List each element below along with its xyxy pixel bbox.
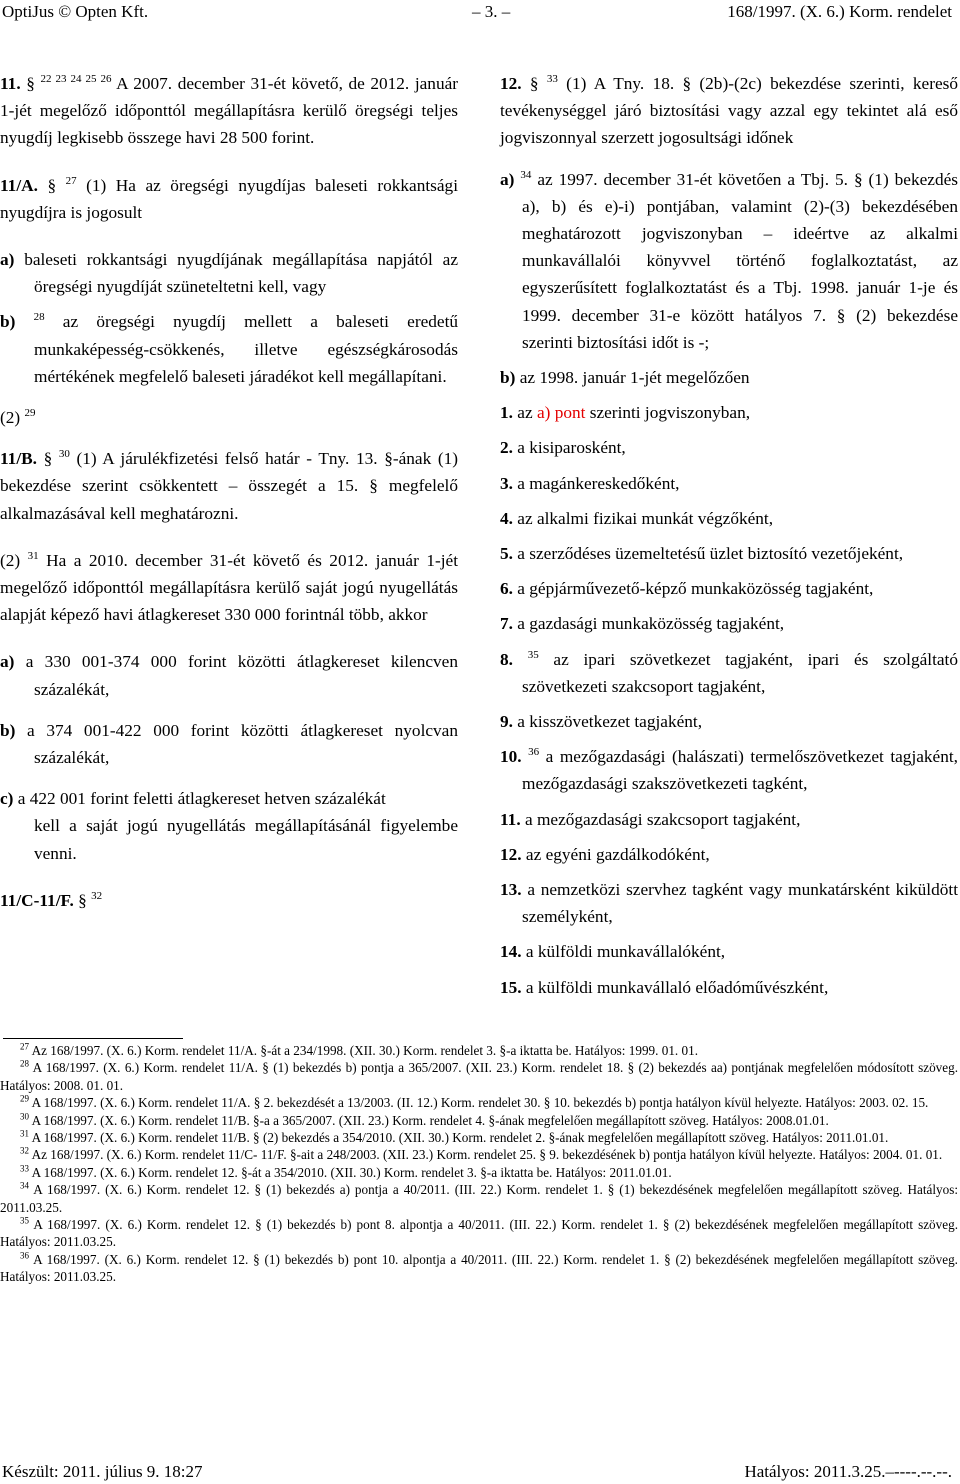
section-12-point-b: b) az 1998. január 1-jét megelőzően [500, 368, 750, 388]
footnote-number: 35 [20, 1215, 29, 1226]
section-11c-11f: 11/C-11/F. § $^{32}$ [0, 890, 103, 910]
list-item-14: 14. a külföldi munkavállalóként, [500, 942, 726, 962]
list-item-5: 5. a szerződéses üzemeltetésű üzlet biztosító vezetőjeként, [500, 544, 904, 564]
footnote-number: 30 [20, 1111, 29, 1122]
section-11a-para-2: (2) $^{29}$ [0, 407, 36, 428]
footnote-text: A 168/1997. (X. 6.) Korm. rendelet 11/B. § (2) bekezdés a 354/2010. (XII. 30.) Korm. rendelet 2. §-ának megfelelően megállapított szöveg. Hatályos: 2011.01.01. [31, 1130, 889, 1146]
list-item-10: 10. $^{36}$ a mezőgazdasági (halászati) termelőszövetkezet tagjaként, mezőgazdasági szakszövetkezeti tagként, [500, 746, 958, 794]
footer-effective: Hatályos: 2011.3.25.–----.--.--. [744, 1462, 952, 1481]
header-document-title: 168/1997. (X. 6.) Korm. rendelet [727, 2, 952, 21]
footnote-text: A 168/1997. (X. 6.) Korm. rendelet 12. § (1) bekezdés b) pont 8. alpontja a 40/2011. (III. 22.) Korm. rendelet 1. § (2) bekezdésének megfelelően megállapított szöveg. Hatályos: 2011.03.25. [0, 1217, 958, 1250]
footnote [0, 1216, 958, 1251]
footnotes [0, 1042, 958, 1286]
page-footer [0, 1460, 960, 1484]
footnote-text: Az 168/1997. (X. 6.) Korm. rendelet 11/C- 11/F. §-ait a 248/2003. (XII. 23.) Korm. rendelet 25. § 9. bekezdésének b) pontja hatályon kívül helyezte. Hatályos: 2004. 01. 01. [31, 1147, 943, 1163]
footnote-text: A 168/1997. (X. 6.) Korm. rendelet 11/A. § 2. bekezdését a 13/2003. (II. 12.) Korm. rendelet 30. § 10. bekezdés b) pontja hatályon kívül helyezte. Hatályos: 2003. 02. 15. [31, 1095, 929, 1111]
section-11b-para-2: (2) $^{31}$ Ha a 2010. december 31-ét követő és 2012. január 1-jét megelőző időponttól megállapításra kerülő saját jogú nyugellátás alapját képező havi átlagkereset 330 000 forintnál több, akkor [0, 550, 458, 625]
footnote [0, 1042, 958, 1059]
footnote-number: 34 [20, 1180, 29, 1191]
header-page-number: – 3. – [472, 2, 511, 21]
section-11b-point-b: b) a 374 001-422 000 forint közötti átlagkereset nyolcvan százalékát, [0, 720, 458, 768]
footnote [0, 1129, 958, 1146]
footnote-text: A 168/1997. (X. 6.) Korm. rendelet 12. § (1) bekezdés a) pontja a 40/2011. (III. 22.) Korm. rendelet 1. § (1) bekezdésének megfelelően megállapított szöveg. Hatályos: 2011.03.25. [0, 1182, 958, 1215]
section-11a-point-b: b) $^{28}$ az öregségi nyugdíj mellett a baleseti eredetű munkaképesség-csökkenés, illetve egészségkárosodás mértékének megfelelő baleseti járadékot kell megállapítani. [0, 311, 459, 386]
section-11b-closing: kell a saját jogú nyugellátás megállapításánál figyelembe venni. [34, 816, 458, 863]
footnote-number: 31 [20, 1128, 29, 1139]
list-item-12: 12. az egyéni gazdálkodóként, [500, 844, 710, 864]
list-item-1: 1. az a) pont szerinti jogviszonyban, [500, 403, 751, 423]
section-11: 11. § $^{22 23 24 25 26}$ A 2007. december 31-ét követő, de 2012. január 1-jét megelőző időponttól megállapításra kerülő öregségi teljes nyugdíj legkisebb összege havi 28 500 forint. [0, 73, 459, 148]
footnote [0, 1181, 958, 1216]
footnote-text: A 168/1997. (X. 6.) Korm. rendelet 12. § (1) bekezdés b) pont 10. alpontja a 40/2011. (III. 22.) Korm. rendelet 1. § (2) bekezdésének megfelelően megállapított szöveg. Hatályos: 2011.03.25. [0, 1251, 958, 1285]
list-item-2: 2. a kisiparosként, [500, 438, 626, 458]
section-11b-para-1: 11/B. § $^{30}$ (1) A járulékfizetési felső határ - Tny. 13. §-ának (1) bekezdése szerint csökkentett – összegét a 15. § megfelelő alkalmazásával kell meghatározni. [0, 448, 458, 523]
footnote-number: 29 [20, 1093, 29, 1104]
list-item-3: 3. a magánkereskedőként, [500, 473, 680, 493]
footnote-number: 33 [20, 1163, 29, 1174]
list-item-9: 9. a kisszövetkezet tagjaként, [500, 712, 703, 732]
section-11a-para-1: 11/A. § $^{27}$ (1) Ha az öregségi nyugdíjas baleseti rokkantsági nyugdíjra is jogosult [0, 174, 458, 222]
section-11a-point-a: a) baleseti rokkantsági nyugdíjának megállapítása napjától az öregségi nyugdíját szüneteltetni kell, vagy [0, 250, 458, 297]
footnote-text: Az 168/1997. (X. 6.) Korm. rendelet 11/A. §-át a 234/1998. (XII. 30.) Korm. rendelet 3. §-a iktatta be. Hatályos: 1999. 01. 01. [31, 1043, 698, 1058]
footnote-number: 28 [20, 1059, 29, 1070]
footnote [0, 1146, 958, 1163]
header-publisher: OptiJus © Opten Kft. [2, 2, 149, 21]
list-item-11: 11. a mezőgazdasági szakcsoport tagjaként, [500, 809, 801, 829]
right-column [500, 70, 958, 1001]
page-header [0, 0, 960, 28]
list-item-8: 8. $^{35}$ az ipari szövetkezet tagjaként, ipari és szolgáltató szövetkezeti szakcsoport tagjaként, [500, 648, 958, 696]
section-12-para-1: 12. § $^{33}$ (1) A Tny. 18. § (2b)-(2c) bekezdése szerinti, kereső tevékenységgel járó biztosítási vagy azzal egy tekintet alá eső jogviszonnyal szerzett jogosultsági időnek [500, 73, 958, 148]
footer-created: Készült: 2011. július 9. 18:27 [2, 1462, 203, 1481]
footnote-text: A 168/1997. (X. 6.) Korm. rendelet 11/A. § (1) bekezdés b) pontja a 365/2007. (XII. 23.) Korm. rendelet 18. § (2) bekezdés aa) pontjának megfelelően módosított szöveg. Hatályos: 2008. 01. 01. [0, 1060, 959, 1093]
footnote-number: 27 [20, 1041, 29, 1052]
footnote [0, 1094, 958, 1111]
footnote [0, 1059, 958, 1094]
footnote [0, 1164, 958, 1181]
list-item-15: 15. a külföldi munkavállaló előadóművészként, [500, 977, 829, 997]
footnote-text: A 168/1997. (X. 6.) Korm. rendelet 12. §-át a 354/2010. (XII. 30.) Korm. rendelet 3. §-a iktatta be. Hatályos: 2011.01.01. [31, 1164, 672, 1180]
footnote [0, 1251, 958, 1286]
footnote-text: A 168/1997. (X. 6.) Korm. rendelet 11/B. §-a a 365/2007. (XII. 23.) Korm. rendelet 4. §-ának megfelelően megállapított szöveg. Hatályos: 2008.01.01. [31, 1112, 829, 1128]
footnote-divider [3, 1038, 183, 1039]
list-item-13: 13. a nemzetközi szervhez tagként vagy munkatársként kiküldött személyként, [500, 880, 958, 927]
footnote-number: 36 [20, 1250, 29, 1261]
list-item-6: 6. a gépjárművezető-képző munkaközösség tagjaként, [500, 579, 874, 599]
left-column [0, 70, 458, 914]
footnote-number: 32 [20, 1146, 29, 1157]
footnote [0, 1112, 958, 1129]
section-11b-point-c: c) a 422 001 forint feletti átlagkereset hetven százalékát [0, 789, 386, 809]
section-12-point-a: a) $^{34}$ az 1997. december 31-ét követően a Tbj. 5. § (1) bekezdés a), b) és e)-i) pontjában, valamint (2)-(3) bekezdésében meghatározott jogviszonyban – ideértve az alkalmi munkavállalói könyvvel történő foglalkoztatást, az egyszerűsített foglalkoztatást és a Tbj. 1998. január 1-je és 1999. december 31-e között hatályos 7. § (2) bekezdése szerinti biztosítási időt is -; [500, 168, 958, 352]
list-item-7: 7. a gazdasági munkaközösség tagjaként, [500, 614, 785, 634]
section-11b-point-a: a) a 330 001-374 000 forint közötti átlagkereset kilencven százalékát, [0, 652, 458, 699]
list-item-4: 4. az alkalmi fizikai munkát végzőként, [500, 508, 774, 528]
